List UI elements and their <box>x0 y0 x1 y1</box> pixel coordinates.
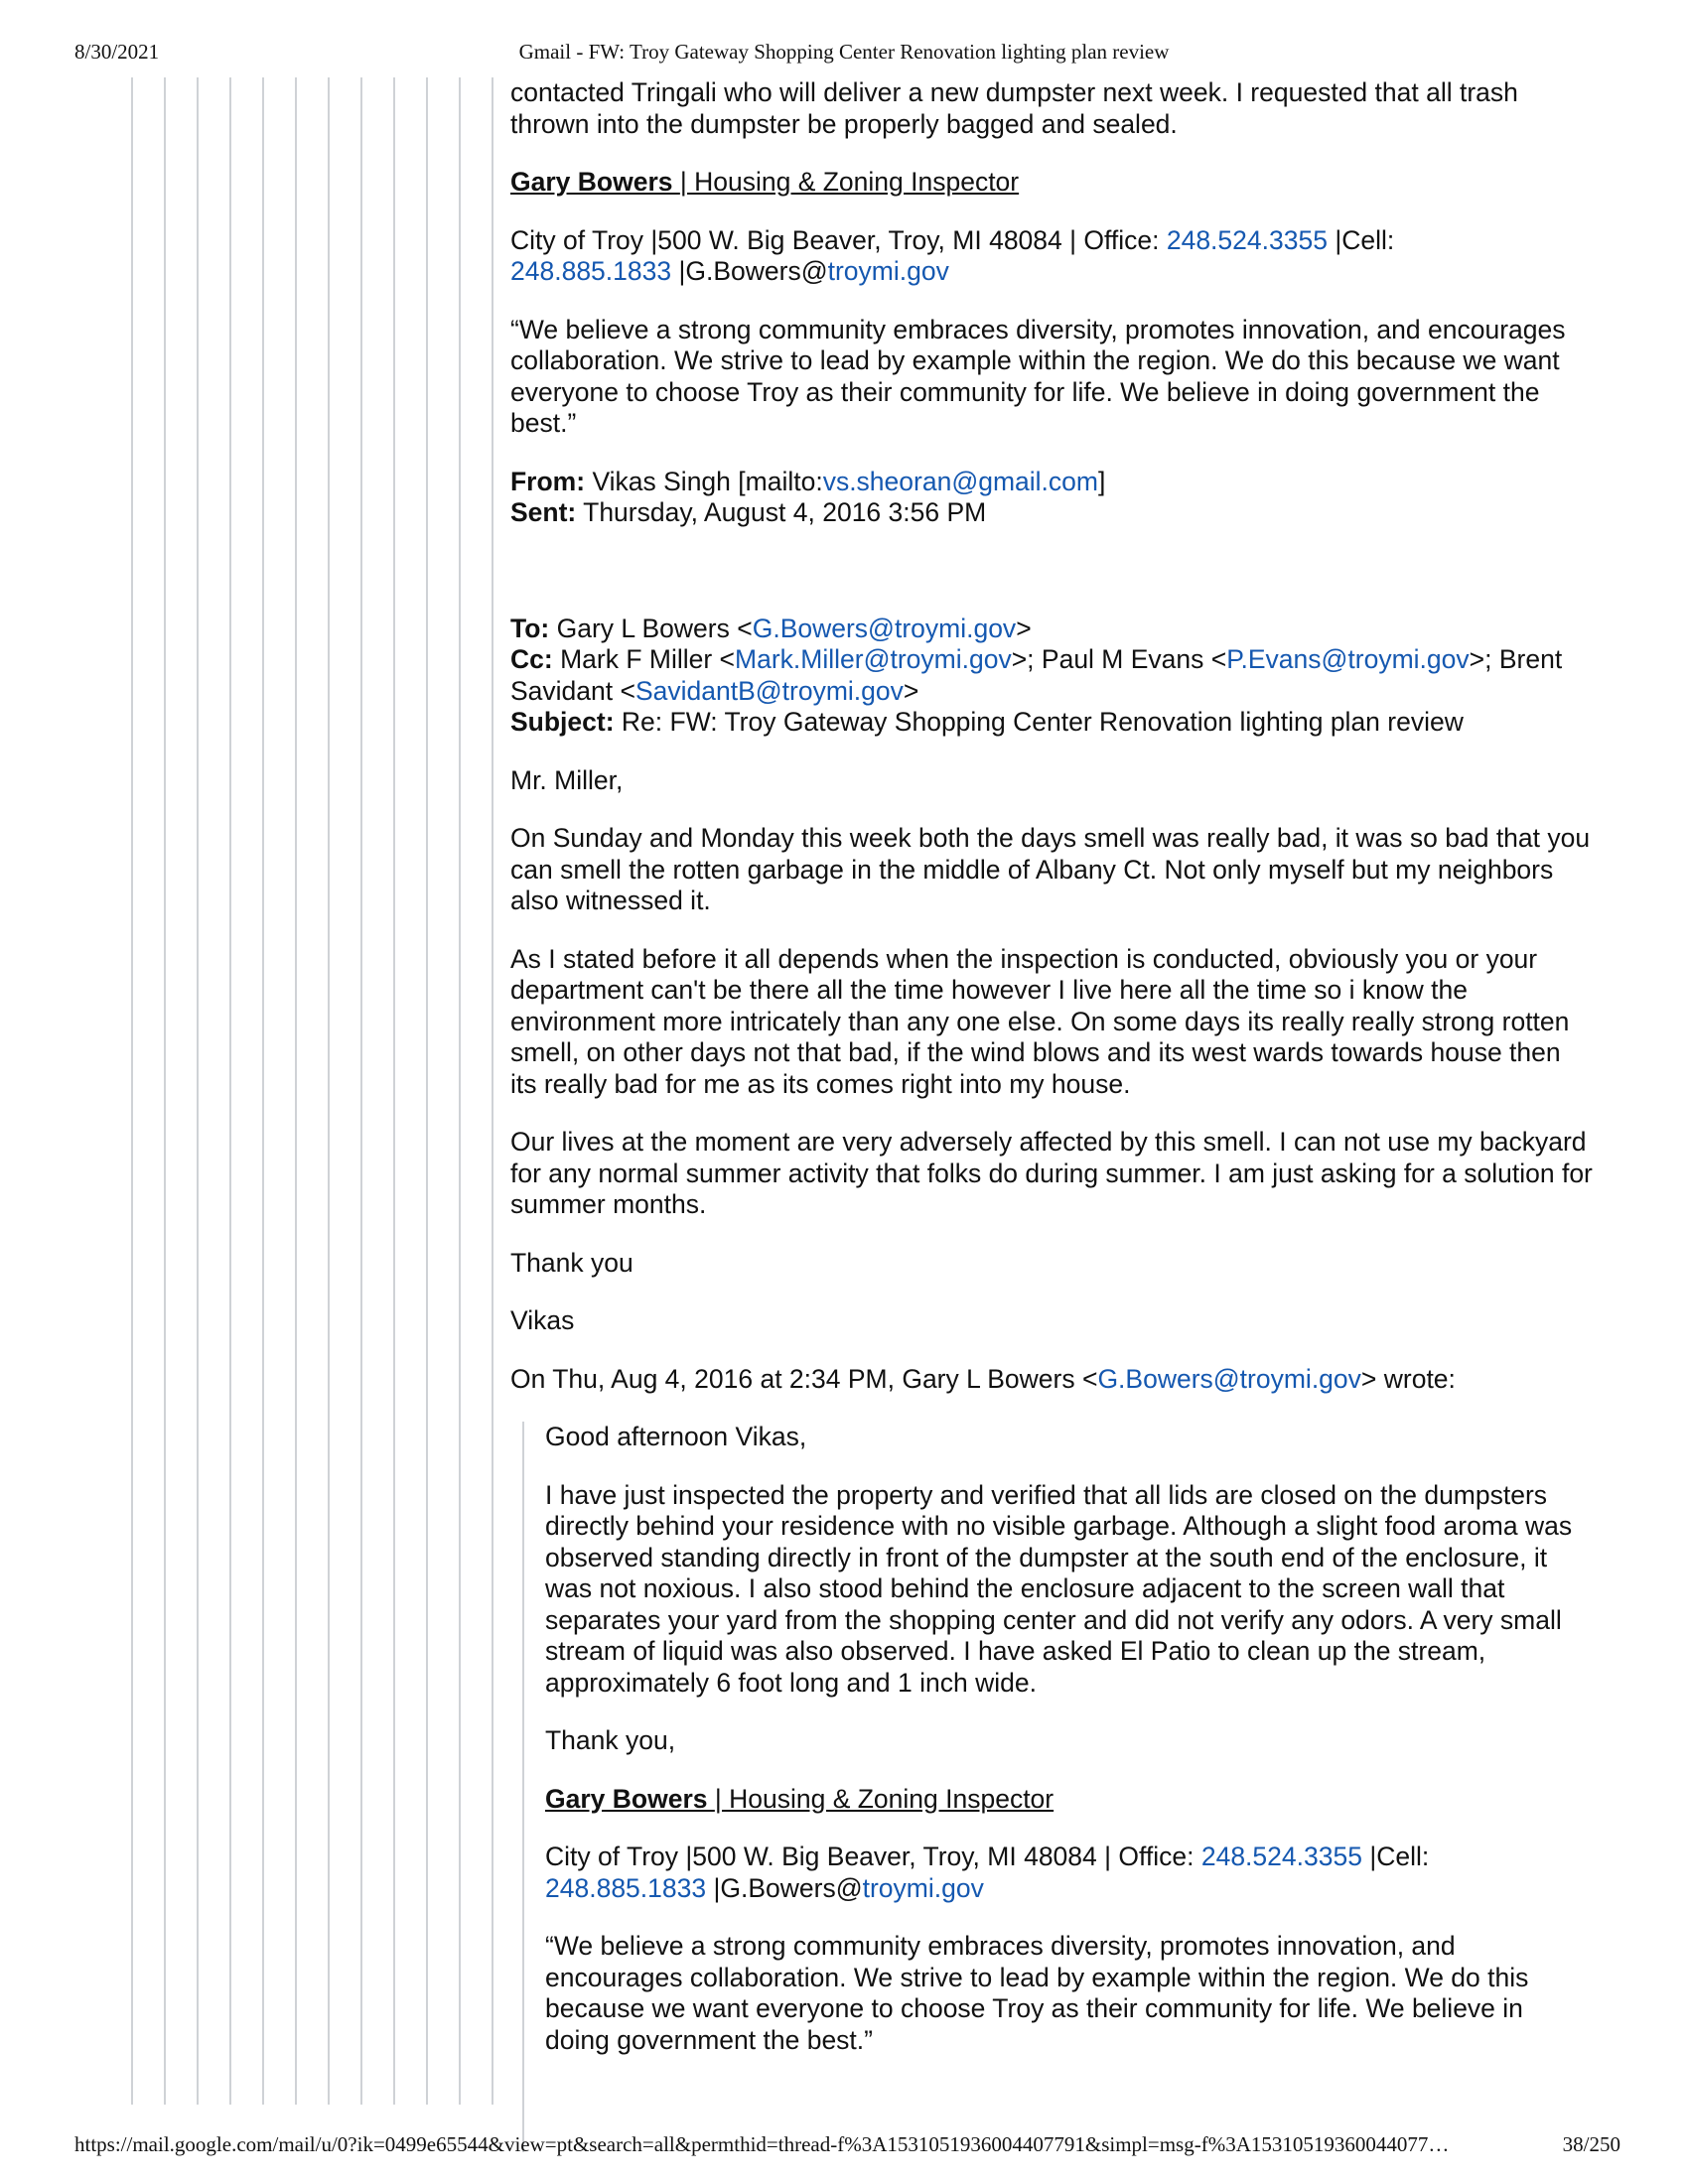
signature-title: | Housing & Zoning Inspector <box>714 1783 1055 1814</box>
print-url: https://mail.google.com/mail/u/0?ik=0499e65544&view=pt&search=all&permthid=thread-f%3A1531051936004407791&simpl=msg-f%3A15310519360044077… <box>74 2132 1450 2156</box>
from-email-link[interactable]: vs.sheoran@gmail.com <box>822 466 1098 496</box>
to-close: > <box>1016 613 1032 643</box>
thread-rule <box>262 77 264 2105</box>
quoted-message <box>522 1422 1593 2152</box>
thread-rule <box>360 77 362 2105</box>
subject-value: Re: FW: Troy Gateway Shopping Center Renovation lighting plan review <box>614 707 1464 737</box>
attribution-prefix: On Thu, Aug 4, 2016 at 2:34 PM, Gary L Bowers < <box>510 1363 1098 1394</box>
sent-value: Thursday, August 4, 2016 3:56 PM <box>576 497 987 527</box>
thread-rule <box>393 77 395 2105</box>
quoted-signature-motto: “We believe a strong community embraces diversity, promotes innovation, and encourages collaboration. We strive to lead by example within the region. We do this because we want everyone to choose Troy as their community for life. We believe in doing government the best.” <box>545 1931 1529 2055</box>
thread-rule <box>164 77 166 2105</box>
cc-close: > <box>903 675 919 706</box>
cc-name: >; Brent Savidant < <box>510 644 1563 706</box>
cc-name: Mark F Miller < <box>552 644 736 674</box>
cell-phone-link[interactable]: 248.885.1833 <box>545 1872 707 1903</box>
forward-header-to <box>510 614 1593 739</box>
cc-name: >; Paul M Evans < <box>1011 644 1227 674</box>
message-fragment: contacted Tringali who will deliver a new dumpster next week. I requested that all trash thrown into the dumpster be properly bagged and sealed. <box>510 77 1518 139</box>
print-footer <box>0 2132 1688 2162</box>
cc-email-link[interactable]: SavidantB@troymi.gov <box>634 675 904 706</box>
thread-rule <box>426 77 428 2105</box>
office-phone-link[interactable]: 248.524.3355 <box>1166 224 1328 255</box>
troymi-link[interactable]: troymi.gov <box>862 1872 984 1903</box>
quoted-signature-heading <box>545 1784 1593 1816</box>
subject-label: Subject: <box>510 707 615 737</box>
thread-rule <box>295 77 297 2105</box>
troymi-link[interactable]: troymi.gov <box>827 256 949 286</box>
message-thanks: Thank you <box>510 1247 633 1278</box>
print-date: 8/30/2021 <box>74 40 160 64</box>
forward-header-from <box>510 467 1593 529</box>
from-name: Vikas Singh [mailto: <box>585 466 823 496</box>
print-header <box>0 40 1688 69</box>
cc-email-link[interactable]: P.Evans@troymi.gov <box>1226 644 1470 674</box>
email-content <box>510 77 1593 2152</box>
quoted-greeting: Good afternoon Vikas, <box>545 1422 807 1451</box>
quote-attribution <box>510 1364 1593 1396</box>
cell-label: |Cell: <box>1327 224 1395 255</box>
signature-address: City of Troy |500 W. Big Beaver, Troy, MI 48084 | Office: <box>510 224 1167 255</box>
cell-label: |Cell: <box>1361 1842 1430 1871</box>
signature-motto: “We believe a strong community embraces diversity, promotes innovation, and encourages collaboration. We strive to lead by example within the region. We do this because we want everyone to choose Troy as their community for life. We believe in doing government the best.” <box>510 314 1566 438</box>
sent-label: Sent: <box>510 497 577 527</box>
thread-rule <box>197 77 199 2105</box>
signature-title: | Housing & Zoning Inspector <box>679 167 1020 197</box>
signature-email-prefix: |G.Bowers@ <box>706 1872 863 1903</box>
cc-label: Cc: <box>510 644 553 674</box>
message-salutation: Mr. Miller, <box>510 764 624 795</box>
quoted-body: I have just inspected the property and verified that all lids are closed on the dumpsters directly behind your residence with no visible garbage. Although a slight food aroma was observed standing directly in front of the dumpster at the south end of the enclosure, it was not noxious. I also stood behind the enclosure adjacent to the screen wall that separates your yard from the shopping center and did not verify any odors. A very small stream of liquid was also observed. I have asked El Patio to clean up the stream, approximately 6 foot long and 1 inch wide. <box>545 1479 1573 1698</box>
from-close: ] <box>1097 466 1106 496</box>
message-signoff: Vikas <box>510 1305 575 1335</box>
cc-email-link[interactable]: Mark.Miller@troymi.gov <box>735 644 1012 674</box>
thread-indent-rules <box>0 77 556 2105</box>
message-paragraph: As I stated before it all depends when the inspection is conducted, obviously you or your department can't be there all the time however I live here all the time so i know the environment more intricately than any one else. On some days its really really strong rotten smell, on other days not that bad, if the wind blows and its west wards towards house then its really bad for me as its comes right into my house. <box>510 943 1570 1099</box>
thread-rule <box>229 77 231 2105</box>
signature-heading <box>510 167 1593 199</box>
signature-email-prefix: |G.Bowers@ <box>671 256 828 286</box>
signature-name: Gary Bowers <box>545 1783 715 1814</box>
print-title: Gmail - FW: Troy Gateway Shopping Center Renovation lighting plan review <box>518 40 1170 64</box>
attribution-suffix: > wrote: <box>1360 1363 1456 1394</box>
to-email-link[interactable]: G.Bowers@troymi.gov <box>752 613 1017 643</box>
page-number: 38/250 <box>1562 2132 1620 2156</box>
signature-name: Gary Bowers <box>510 167 680 197</box>
quoted-signature-contact <box>545 1842 1593 1904</box>
to-name: Gary L Bowers < <box>549 613 753 643</box>
thread-rule <box>492 77 493 2105</box>
thread-rule <box>328 77 330 2105</box>
cell-phone-link[interactable]: 248.885.1833 <box>510 256 672 286</box>
thread-rule <box>459 77 461 2105</box>
attribution-email-link[interactable]: G.Bowers@troymi.gov <box>1097 1363 1361 1394</box>
message-paragraph: On Sunday and Monday this week both the days smell was really bad, it was so bad that you can smell the rotten garbage in the middle of Albany Ct. Not only myself but my neighbors also witnessed it. <box>510 823 1591 915</box>
quoted-thanks: Thank you, <box>545 1725 676 1755</box>
office-phone-link[interactable]: 248.524.3355 <box>1200 1842 1362 1871</box>
message-paragraph: Our lives at the moment are very adversely affected by this smell. I can not use my backyard for any normal summer activity that folks do during summer. I am just asking for a solution for summer months. <box>510 1127 1593 1219</box>
signature-contact <box>510 225 1593 288</box>
from-label: From: <box>510 466 586 496</box>
thread-rule <box>131 77 133 2105</box>
to-label: To: <box>510 613 550 643</box>
header-gap <box>510 556 1593 614</box>
signature-address: City of Troy |500 W. Big Beaver, Troy, MI 48084 | Office: <box>545 1842 1201 1871</box>
